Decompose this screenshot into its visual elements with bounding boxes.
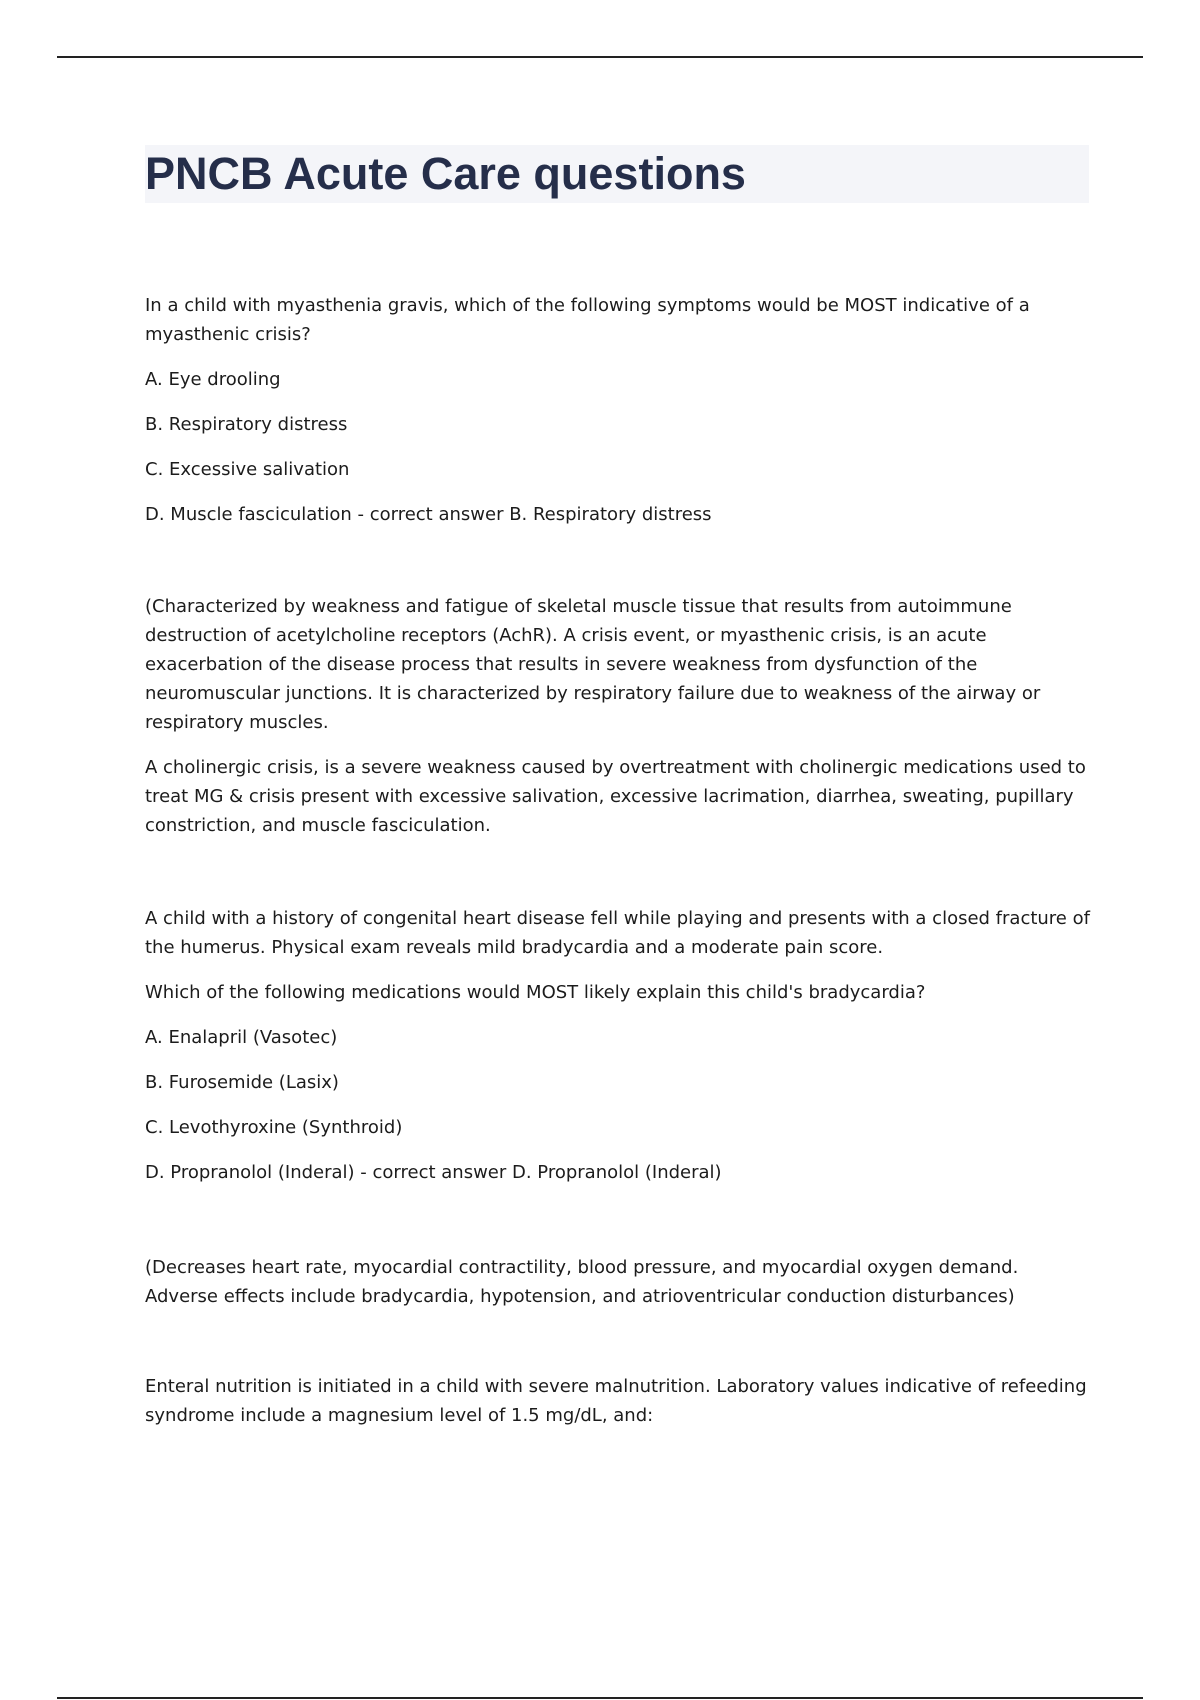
- question-2-stem: A child with a history of congenital heart disease fell while playing and presents with a closed fracture of the humerus. Physical exam reveals mild bradycardia and a moderate pain score.: [145, 908, 1090, 958]
- question-1: [145, 291, 1090, 545]
- question-3-stem: Enteral nutrition is initiated in a child with severe malnutrition. Laboratory values indicative of refeeding syndrome include a magnesium level of 1.5 mg/dL, and:: [145, 1376, 1087, 1426]
- question-3: [145, 1372, 1090, 1430]
- question-2-option-a: A. Enalapril (Vasotec): [145, 1027, 338, 1048]
- rationale-paragraph: (Decreases heart rate, myocardial contractility, blood pressure, and myocardial oxygen demand. Adverse effects include bradycardia, hypotension, and atrioventricular conduction disturbances): [145, 1257, 1019, 1307]
- bottom-rule: [57, 1697, 1143, 1699]
- question-1-option-d-answer: D. Muscle fasciculation - correct answer B. Respiratory distress: [145, 504, 712, 525]
- question-2-option-d-answer: D. Propranolol (Inderal) - correct answer D. Propranolol (Inderal): [145, 1162, 722, 1183]
- question-2-option-c: C. Levothyroxine (Synthroid): [145, 1117, 403, 1138]
- rationale-paragraph: (Characterized by weakness and fatigue of skeletal muscle tissue that results from autoimmune destruction of acetylcholine receptors (AchR). A crisis event, or myasthenic crisis, is an acute exacerbation of the disease process that results in severe weakness from dysfunction of the neuromuscular junctions. It is characterized by respiratory failure due to weakness of the airway or respiratory muscles.: [145, 596, 1041, 733]
- question-1-rationale: [145, 592, 1090, 856]
- question-1-stem: In a child with myasthenia gravis, which of the following symptoms would be MOST indicative of a myasthenic crisis?: [145, 295, 1030, 345]
- question-2-rationale: [145, 1253, 1090, 1311]
- rationale-paragraph: A cholinergic crisis, is a severe weakness caused by overtreatment with cholinergic medications used to treat MG & crisis present with excessive salivation, excessive lacrimation, diarrhea, sweating, pupillary constriction, and muscle fasciculation.: [145, 757, 1086, 836]
- page-title: PNCB Acute Care questions: [145, 148, 746, 199]
- question-1-option-a: A. Eye drooling: [145, 369, 281, 390]
- question-2-option-b: B. Furosemide (Lasix): [145, 1072, 339, 1093]
- question-2-prompt: Which of the following medications would MOST likely explain this child's bradycardia?: [145, 982, 926, 1003]
- question-1-option-c: C. Excessive salivation: [145, 459, 350, 480]
- question-2: [145, 904, 1090, 1203]
- top-rule: [57, 56, 1143, 58]
- question-1-option-b: B. Respiratory distress: [145, 414, 348, 435]
